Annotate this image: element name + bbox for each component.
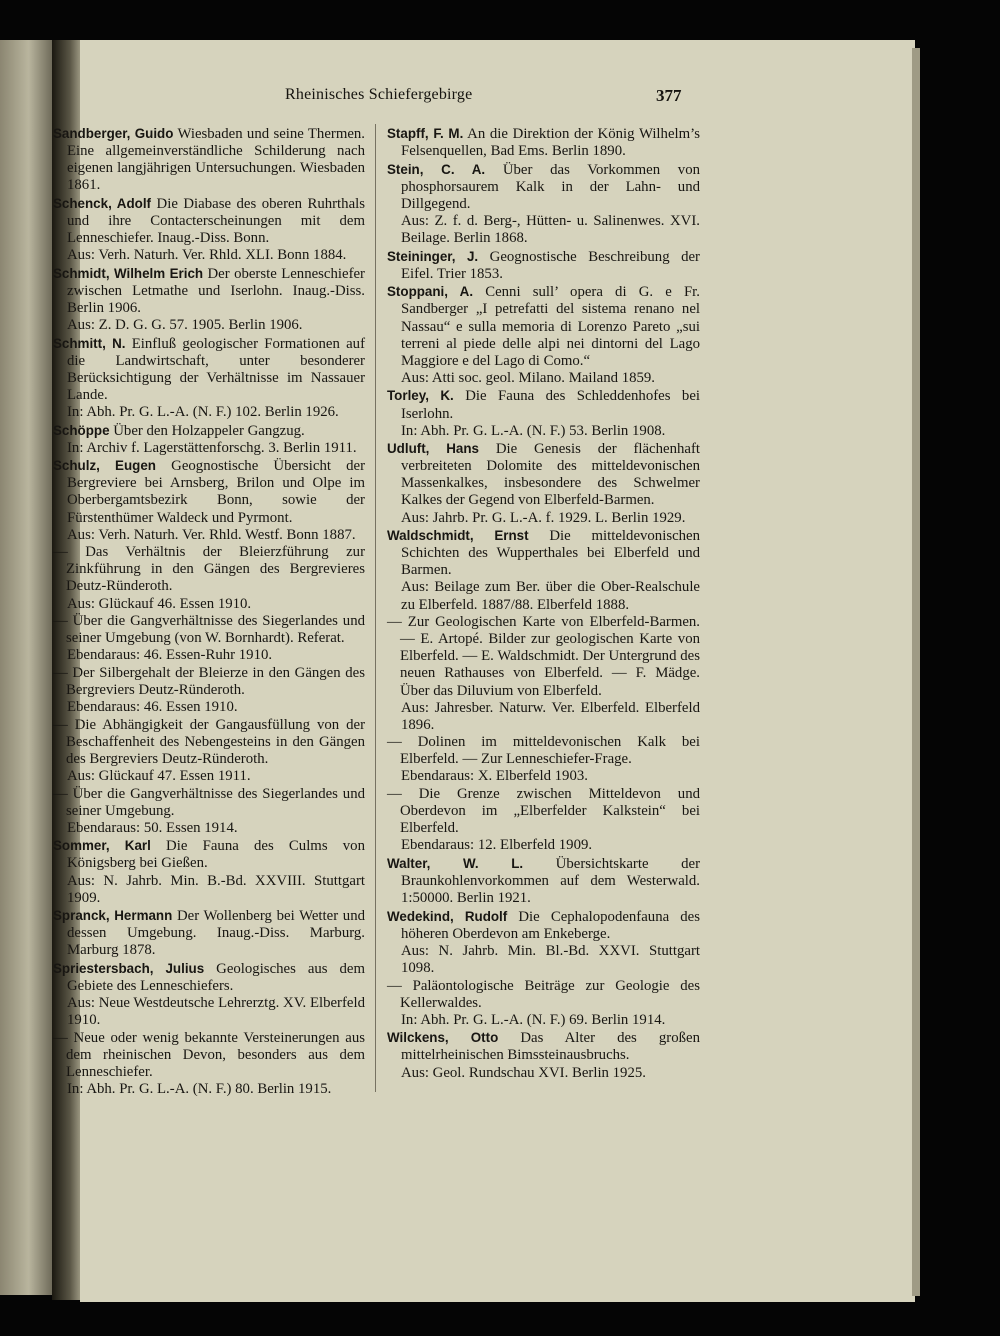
entry-author: Schenck, Adolf: [53, 195, 152, 211]
bibliography-entry: [53, 837, 365, 906]
entry-main-text: [53, 195, 365, 247]
entry-main-text: [387, 527, 700, 579]
entry-title: Das Alter des großen mittelrheinischen Bimssteinausbruchs.: [401, 1030, 700, 1064]
entry-main-text: [53, 665, 365, 699]
bibliography-entry: [387, 614, 700, 734]
entry-author: Stoppani, A.: [387, 284, 474, 300]
entry-source: In: Abh. Pr. G. L.-A. (N. F.) 69. Berlin 1914.: [401, 1011, 666, 1028]
bibliography-entry: [53, 907, 365, 959]
entry-source: Aus: Glückauf 47. Essen 1911.: [67, 767, 251, 784]
entry-main-text: [387, 734, 700, 768]
bibliography-entry: [387, 283, 700, 387]
entry-source: Ebendaraus: 46. Essen-Ruhr 1910.: [67, 647, 273, 664]
entry-author: Wilckens, Otto: [387, 1030, 499, 1046]
entry-main-text: [387, 283, 700, 369]
entry-source: Ebendaraus: 12. Elberfeld 1909.: [401, 837, 593, 854]
entry-source: Aus: Verh. Naturh. Ver. Rhld. XLI. Bonn 1884.: [67, 247, 347, 264]
entry-main-text: [387, 161, 700, 213]
entry-main-text: [53, 837, 365, 872]
bibliography-entry: [387, 734, 700, 785]
entry-title: Geognostische Übersicht der Bergreviere bei Arnsberg, Brilon und Olpe im Oberbergamtsbezirk Bonn, sowie der Fürstenthümer Waldeck und Pyrmont.: [67, 458, 366, 526]
bibliography-entry: [53, 1030, 365, 1098]
entry-author: Spranck, Hermann: [53, 908, 173, 924]
entry-source: Aus: Geol. Rundschau XVI. Berlin 1925.: [401, 1064, 646, 1081]
page-number: 377: [656, 86, 682, 105]
entry-author: Torley, K.: [387, 388, 454, 404]
entry-title: Die Diabase des oberen Ruhrthals und ihre Contacterscheinungen mit dem Lenneschiefer. Inaug.-Diss. Bonn.: [67, 195, 366, 247]
bibliography-entry: [387, 527, 700, 613]
entry-title: — Die Grenze zwischen Mitteldevon und Oberdevon im „Elberfelder Kalkstein“ bei Elberfeld.: [387, 786, 700, 837]
entry-main-text: [387, 1029, 700, 1064]
bibliography-entry: [387, 248, 700, 283]
bibliography-entry: [387, 1029, 700, 1081]
entry-main-text: [387, 248, 700, 283]
entry-source: In: Archiv f. Lagerstättenforschg. 3. Berlin 1911.: [67, 439, 357, 456]
entry-main-text: [53, 335, 365, 404]
entry-title: — Zur Geologischen Karte von Elberfeld-Barmen. — E. Artopé. Bilder zur geologischen Karte von Elberfeld. — E. Waldschmidt. Der Untergrund des neuen Rathauses von Elberfeld. — F. Mädge. Über das Diluvium von Elberfeld.: [387, 614, 700, 699]
bibliography-entry: [53, 960, 365, 1029]
entry-main-text: [387, 614, 700, 699]
entry-author: Sommer, Karl: [53, 838, 151, 854]
bibliography-entry: [53, 125, 365, 194]
entry-title: — Der Silbergehalt der Bleierze in den Gängen des Bergreviers Deutz-Ründeroth.: [53, 664, 365, 698]
entry-author: Udluft, Hans: [387, 441, 479, 457]
entry-source: Aus: Glückauf 46. Essen 1910.: [67, 595, 252, 612]
left-column: [53, 125, 365, 1099]
entry-main-text: [53, 786, 365, 820]
bibliography-entry: [53, 786, 365, 837]
bibliography-entry: [53, 457, 365, 543]
entry-title: — Neue oder wenig bekannte Versteinerungen aus dem rheinischen Devon, besonders aus dem Lenneschiefer.: [53, 1029, 365, 1081]
entry-main-text: [53, 1030, 365, 1081]
running-title: Rheinisches Schiefergebirge: [285, 86, 473, 103]
entry-title: Über das Vorkommen von phosphorsaurem Kalk in der Lahn- und Dillgegend.: [401, 161, 700, 212]
bibliography-entry: [53, 422, 365, 457]
entry-source: In: Abh. Pr. G. L.-A. (N. F.) 53. Berlin 1908.: [401, 422, 666, 439]
entry-title: Die Cephalopodenfauna des höheren Oberdevon am Enkeberge.: [401, 908, 700, 942]
entry-source: Aus: Jahrb. Pr. G. L.-A. f. 1929. L. Berlin 1929.: [401, 509, 686, 526]
entry-title: — Dolinen im mitteldevonischen Kalk bei Elberfeld. — Zur Lenneschiefer-Frage.: [387, 734, 700, 768]
entry-source: Ebendaraus: 46. Essen 1910.: [67, 699, 238, 716]
entry-source: Ebendaraus: X. Elberfeld 1903.: [401, 768, 588, 785]
entry-main-text: [53, 265, 365, 317]
right-column: [387, 125, 700, 1082]
entry-source: Aus: Z. D. G. G. 57. 1905. Berlin 1906.: [67, 317, 303, 334]
entry-title: — Über die Gangverhältnisse des Siegerlandes und seiner Umgebung (von W. Bornhardt). Referat.: [53, 613, 365, 647]
entry-title: Einfluß geologischer Formationen auf die Landwirtschaft, unter besonderer Berücksichtigung der Verhältnisse im Nassauer Lande.: [67, 335, 366, 403]
entry-source: Aus: Z. f. d. Berg-, Hütten- u. Salinenwes. XVI. Beilage. Berlin 1868.: [401, 212, 700, 247]
entry-title: Die Fauna des Schleddenhofes bei Iserlohn.: [401, 388, 701, 422]
entry-author: Schmidt, Wilhelm Erich: [53, 265, 204, 281]
bibliography-entry: [387, 978, 700, 1029]
entry-title: Die Fauna des Culms von Königsberg bei Gießen.: [67, 838, 365, 872]
entry-title: Die mitteldevonischen Schichten des Wupperthales bei Elberfeld und Barmen.: [401, 528, 701, 579]
bibliography-entry: [53, 265, 365, 334]
entry-source: Aus: N. Jahrb. Min. B.-Bd. XXVIII. Stuttgart 1909.: [67, 872, 365, 906]
bibliography-entry: [53, 544, 365, 612]
bibliography-entry: [53, 665, 365, 716]
entry-title: Cenni sull’ opera di G. e Fr. Sandberger „I petrefatti del sistema renano nel Nassau“ e sulla memoria di Lorenzo Pareto „sui terreni al piede delle alpi nei dintorni del Lago Maggiore e del Lago di Como.“: [401, 284, 700, 369]
entry-main-text: [387, 908, 700, 943]
entry-main-text: [387, 855, 700, 907]
entry-title: — Das Verhältnis der Bleierzführung zur Zinkführung in den Gängen des Bergrevieres Deutz-Ründeroth.: [53, 544, 365, 595]
entry-main-text: [53, 960, 365, 995]
entry-title: — Paläontologische Beiträge zur Geologie des Kellerwaldes.: [387, 977, 700, 1011]
entry-author: Schöppe: [53, 422, 110, 438]
entry-author: Walter, W. L.: [387, 855, 524, 871]
entry-author: Steininger, J.: [387, 248, 479, 264]
bibliography-entry: [387, 125, 700, 160]
entry-author: Stapff, F. M.: [387, 126, 464, 141]
entry-main-text: [53, 422, 365, 440]
entry-source: Aus: Verh. Naturh. Ver. Rhld. Westf. Bonn 1887.: [67, 526, 356, 543]
entry-source: In: Abh. Pr. G. L.-A. (N. F.) 102. Berlin 1926.: [67, 404, 339, 420]
entry-title: Übersichtskarte der Braunkohlenvorkommen auf dem Westerwald. 1:50000. Berlin 1921.: [401, 855, 700, 907]
entry-title: Über den Holzappeler Gangzug.: [109, 422, 305, 439]
entry-source: Aus: Atti soc. geol. Milano. Mailand 1859.: [401, 369, 655, 386]
bibliography-entry: [53, 335, 365, 421]
entry-main-text: [387, 440, 700, 509]
entry-author: Spriestersbach, Julius: [53, 961, 205, 976]
entry-author: Waldschmidt, Ernst: [387, 528, 529, 544]
entry-author: Stein, C. A.: [387, 161, 486, 177]
entry-title: — Über die Gangverhältnisse des Siegerlandes und seiner Umgebung.: [53, 785, 365, 819]
bibliography-entry: [387, 786, 700, 854]
entry-main-text: [53, 544, 365, 595]
entry-title: Der Wollenberg bei Wetter und dessen Umgebung. Inaug.-Diss. Marburg. Marburg 1878.: [67, 908, 365, 959]
bibliography-entry: [53, 613, 365, 664]
entry-source: Aus: Beilage zum Ber. über die Ober-Realschule zu Elberfeld. 1887/88. Elberfeld 1888.: [401, 579, 700, 613]
entry-main-text: [387, 125, 700, 160]
entry-main-text: [53, 613, 365, 647]
entry-title: Geologisches aus dem Gebiete des Lenneschiefers.: [67, 961, 365, 995]
entry-main-text: [53, 907, 365, 959]
entry-title: — Die Abhängigkeit der Gangausfüllung von der Beschaffenheit des Nebengesteins in den Gängen des Bergreviers Deutz-Ründeroth.: [53, 716, 365, 767]
entry-title: Geognostische Beschreibung der Eifel. Trier 1853.: [401, 248, 700, 282]
bibliography-entry: [387, 855, 700, 907]
left-page-edge: [0, 40, 52, 1295]
entry-author: Sandberger, Guido: [53, 126, 174, 141]
entry-author: Wedekind, Rudolf: [387, 908, 508, 924]
entry-main-text: [387, 978, 700, 1012]
column-divider: [375, 124, 376, 1092]
entry-title: Wiesbaden und seine Thermen. Eine allgemeinverständliche Schilderung nach eigenen langjährigen Untersuchungen. Wiesbaden 1861.: [67, 126, 366, 194]
entry-title: Der oberste Lenneschiefer zwischen Letmathe und Iserlohn. Inaug.-Diss. Berlin 1906.: [67, 265, 365, 316]
entry-source: Ebendaraus: 50. Essen 1914.: [67, 819, 238, 836]
bibliography-entry: [387, 440, 700, 526]
entry-title: Die Genesis der flächenhaft verbreiteten Dolomite des mitteldevonischen Massenkalkes, insbesondere des Schwelmer Kalkes der Gegend von Elberfeld-Barmen.: [401, 441, 700, 509]
bibliography-entry: [387, 908, 700, 977]
entry-main-text: [53, 457, 365, 526]
bibliography-entry: [53, 195, 365, 264]
entry-author: Schulz, Eugen: [53, 458, 156, 474]
entry-source: Aus: Jahresber. Naturw. Ver. Elberfeld. Elberfeld 1896.: [401, 699, 700, 733]
entry-author: Schmitt, N.: [53, 335, 126, 351]
entry-main-text: [387, 387, 700, 422]
entry-main-text: [387, 786, 700, 837]
page-edge: [912, 48, 920, 1296]
entry-source: Aus: N. Jahrb. Min. Bl.-Bd. XXVI. Stuttgart 1098.: [401, 942, 700, 976]
entry-title: An die Direktion der König Wilhelm’s Felsenquellen, Bad Ems. Berlin 1890.: [401, 126, 700, 160]
bibliography-entry: [387, 387, 700, 439]
entry-main-text: [53, 717, 365, 768]
entry-main-text: [53, 125, 365, 194]
entry-source: In: Abh. Pr. G. L.-A. (N. F.) 80. Berlin 1915.: [67, 1081, 332, 1098]
bibliography-entry: [387, 161, 700, 247]
bibliography-entry: [53, 717, 365, 785]
entry-source: Aus: Neue Westdeutsche Lehrerztg. XV. Elberfeld 1910.: [67, 995, 365, 1029]
